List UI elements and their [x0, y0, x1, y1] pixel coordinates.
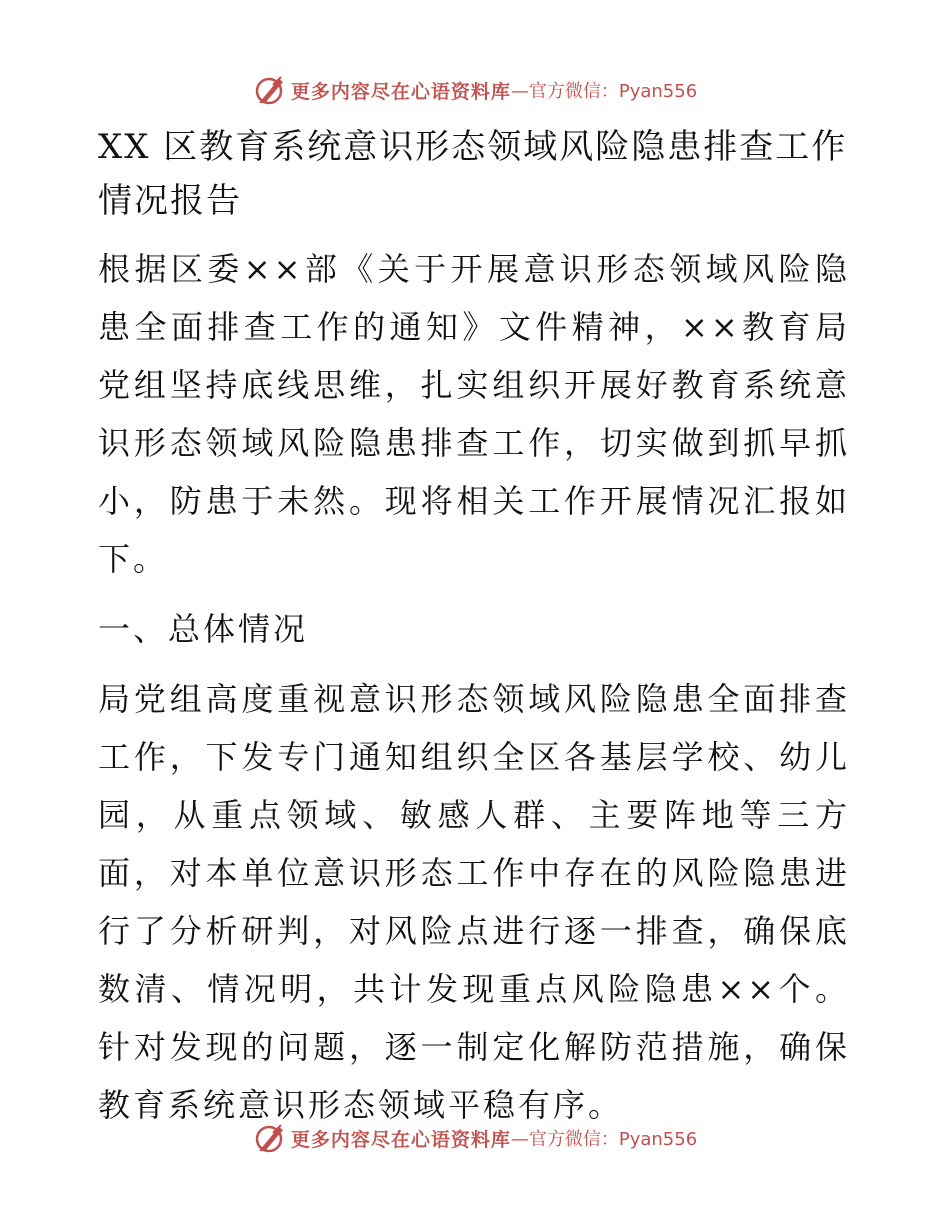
watermark-main-text: 更多内容尽在心语资料库 — [290, 1128, 511, 1151]
watermark-sub-text: —官方微信：Pyan556 — [510, 1129, 698, 1150]
watermark-banner-bottom — [0, 1118, 950, 1158]
watermark-main-text: 更多内容尽在心语资料库 — [290, 80, 511, 103]
section-paragraph: 局党组高度重视意识形态领域风险隐患全面排查工作，下发专门通知组织全区各基层学校、幼儿园，从重点领域、敏感人群、主要阵地等三方面，对本单位意识形态工作中存在的风险隐患进行了分析研判，对风险点进行逐一排查，确保底数清、情况明，共计发现重点风险隐患××个。针对发现的问题，逐一制定化解防范措施，确保教育系统意识形态领域平稳有序。 — [98, 680, 850, 1124]
intro-paragraph: 根据区委××部《关于开展意识形态领域风险隐患全面排查工作的通知》文件精神，××教育局党组坚持底线思维，扎实组织开展好教育系统意识形态领域风险隐患排查工作，切实做到抓早抓小，防患于未然。现将相关工作开展情况汇报如下。 — [98, 250, 850, 578]
document-body — [98, 120, 850, 1146]
quill-logo-icon — [253, 73, 287, 107]
watermark-sub-text: —官方微信：Pyan556 — [510, 81, 698, 102]
document-title: XX 区教育系统意识形态领域风险隐患排查工作情况报告 — [98, 127, 848, 221]
quill-logo-icon — [253, 1121, 287, 1155]
section-heading: 一、总体情况 — [98, 610, 309, 648]
watermark-banner-top — [0, 70, 950, 110]
